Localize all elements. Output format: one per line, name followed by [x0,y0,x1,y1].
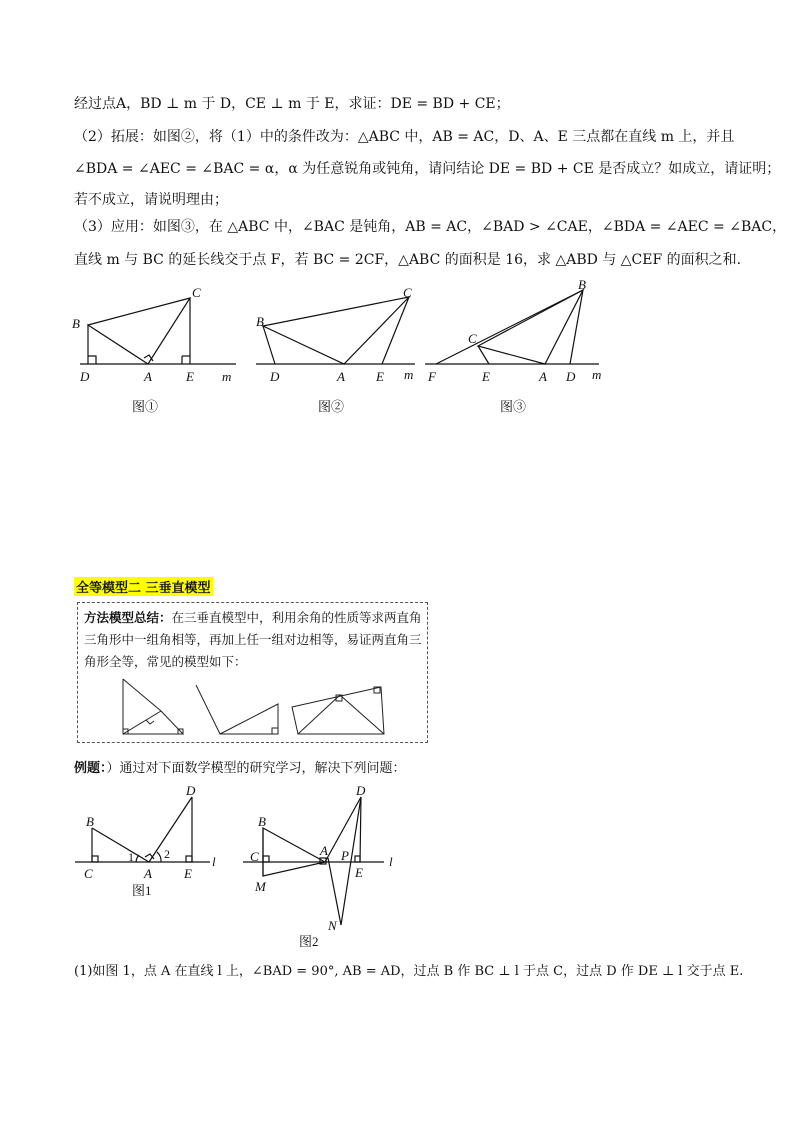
ex1-label-l: l [212,854,216,869]
fig1-label-C: C [192,285,201,300]
text-line-4: 若不成立，请说明理由； [74,192,228,208]
ex1-angle-1: 1 [128,850,134,864]
example-line [74,760,406,778]
text-line-3: ∠BDA = ∠AEC = ∠BAC = α，α 为任意锐角或钝角，请问结论 DE = BD + CE 是否成立？如成立，请证明； [74,161,781,177]
fig3-label-m: m [592,367,602,382]
ex1-label-B: B [86,814,94,829]
box-label: 方法模型总结： [84,610,172,625]
ex1-label-E: E [184,866,192,881]
text-line-last: (1)如图 1，点 A 在直线 l 上，∠BAD = 90°, AB = AD，过点 B 作 BC ⊥ l 于点 C，过点 D 作 DE ⊥ l 交于点 E. [74,964,744,979]
fig1-caption: 图① [132,399,159,414]
ex2-label-M: M [255,879,266,894]
figures-row-2 [0,780,800,950]
model-diagrams [78,603,427,742]
box-body: 在三垂直模型中，利用余角的性质等求两直角三角形中一组角相等，再加上任一组对边相等，易证两直角三角形全等，常见的模型如下： [84,610,422,669]
example-label: 例题： [74,761,107,776]
fig3-label-E: E [482,369,490,384]
fig2-label-A: A [337,369,345,384]
figures-row-1 [0,280,800,420]
ex2-label-A: A [320,843,328,858]
fig3-label-A: A [539,369,547,384]
fig3-caption: 图③ [500,399,527,414]
ex2-label-N: N [328,918,337,933]
fig3-label-F: F [428,369,436,384]
ex2-label-B: B [258,814,266,829]
fig1-label-B: B [72,316,80,331]
fig2-label-m: m [404,367,414,382]
text-line-5: （3）应用：如图③，在 △ABC 中，∠BAC 是钝角，AB = AC，∠BAD > ∠CAE，∠BDA = ∠AEC = ∠BAC， [74,219,787,235]
fig3-label-B: B [578,280,586,292]
ex2-label-E: E [355,865,363,880]
text-line-1: 经过点A，BD ⊥ m 于 D，CE ⊥ m 于 E，求证：DE = BD + CE； [74,96,510,112]
fig1-label-A: A [144,369,152,384]
fig3-label-C: C [468,331,477,346]
ex1-label-D: D [186,783,196,798]
ex2-label-C: C [250,849,259,864]
fig1-label-E: E [186,369,194,384]
ex1-caption: 图1 [132,883,152,898]
ex1-angle-2: 2 [164,847,170,861]
fig2-caption: 图② [318,399,345,414]
fig1-label-m: m [222,369,232,384]
fig3-label-D: D [566,369,576,384]
text-line-6: 直线 m 与 BC 的延长线交于点 F，若 BC = 2CF，△ABC 的面积是 16，求 △ABD 与 △CEF 的面积之和. [74,252,742,268]
fig1-label-D: D [80,369,90,384]
fig2-label-E: E [376,369,384,384]
ex1-label-C: C [84,866,93,881]
method-summary-box [77,602,428,743]
ex2-label-P: P [341,848,349,863]
section-heading: 全等模型二 三垂直模型 [74,577,213,596]
ex2-caption: 图2 [299,934,319,949]
example-body: ）通过对下面数学模型的研究学习，解决下列问题： [106,761,406,776]
ex2-label-D: D [356,783,366,798]
ex2-label-l: l [389,854,393,869]
text-line-2: （2）拓展：如图②，将（1）中的条件改为：△ABC 中，AB = AC，D、A、E 三点都在直线 m 上，并且 [74,129,735,145]
fig2-label-B: B [256,314,264,329]
fig2-label-C: C [403,285,412,300]
fig2-label-D: D [270,369,280,384]
ex1-label-A: A [144,866,152,881]
